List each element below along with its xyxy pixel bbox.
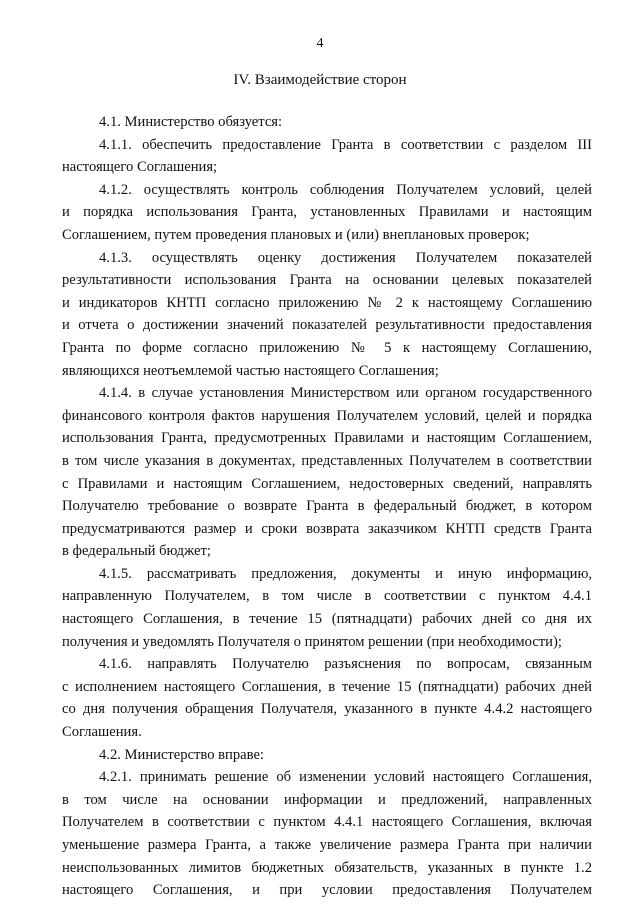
text-line: и отчета о достижении значений показателей результативности предоставления (62, 317, 592, 334)
text-line: являющихся неотъемлемой частью настоящего Соглашения; (62, 362, 439, 379)
text-line: результативности использования Гранта на основании целевых показателей (62, 272, 592, 289)
text-line: 4.1.2. осуществлять контроль соблюдения Получателем условий, целей (99, 181, 592, 198)
document-body (62, 111, 592, 902)
text-line: Соглашения. (62, 724, 142, 741)
text-line: в том числе на основании информации и предложений, направленных (62, 791, 592, 808)
text-line: 4.2. Министерство вправе: (99, 746, 264, 763)
text-line: с исполнением настоящего Соглашения, в течение 15 (пятнадцати) рабочих дней (62, 678, 592, 695)
text-line: 4.1.6. направлять Получателю разъяснения по вопросам, связанным (99, 656, 592, 673)
text-line: направленную Получателем, в том числе в соответствии с пунктом 4.4.1 (62, 588, 592, 605)
section-title: IV. Взаимодействие сторон (233, 72, 407, 88)
text-line: Получателю требование о возврате Гранта в федеральный бюджет, в котором (62, 498, 592, 515)
text-line: уменьшение размера Гранта, а также увеличение размера Гранта при наличии (62, 837, 592, 853)
text-line: неиспользованных лимитов бюджетных обязательств, указанных в пункте 1.2 (62, 859, 592, 876)
text-line: получения и уведомлять Получателя о принятом решении (при необходимости); (62, 633, 562, 650)
text-line: предусматриваются размер и сроки возврата заказчиком КНТП средств Гранта (62, 520, 592, 537)
text-line: настоящего Соглашения, и при условии предоставления Получателем (62, 882, 592, 899)
text-line: финансового контроля фактов нарушения Получателем условий, целей и порядка (62, 407, 592, 424)
text-line: и порядка использования Гранта, установленных Правилами и настоящим (62, 204, 592, 221)
text-line: использования Гранта, предусмотренных Правилами и настоящим Соглашением, (62, 430, 592, 447)
text-line: настоящего Соглашения, в течение 15 (пятнадцати) рабочих дней со дня их (62, 611, 592, 628)
text-line: в федеральный бюджет; (62, 543, 211, 560)
text-line: настоящего Соглашения; (62, 159, 218, 176)
text-line: 4.1.1. обеспечить предоставление Гранта в соответствии с разделом III (99, 136, 592, 153)
text-line: с Правилами и настоящим Соглашением, недостоверных сведений, направлять (62, 475, 592, 492)
text-line: 4.1.3. осуществлять оценку достижения Получателем показателей (99, 249, 592, 266)
text-line: Получателем в соответствии с пунктом 4.4.1 настоящего Соглашения, включая (62, 814, 592, 831)
text-line: и индикаторов КНТП согласно приложению № 2 к настоящему Соглашению (62, 294, 592, 311)
page-number: 4 (316, 36, 324, 51)
text-line: со дня получения обращения Получателя, указанного в пункте 4.4.2 настоящего (62, 701, 592, 718)
text-line: Соглашением, путем проведения плановых и (или) внеплановых проверок; (62, 226, 530, 243)
text-line: Гранта по форме согласно приложению № 5 к настоящему Соглашению, (62, 339, 592, 356)
text-line: 4.2.1. принимать решение об изменении условий настоящего Соглашения, (99, 769, 592, 786)
text-line: в том числе указания в документах, представленных Получателем в соответствии (62, 452, 592, 469)
text-line: 4.1.5. рассматривать предложения, документы и иную информацию, (99, 565, 592, 582)
text-line: 4.1.4. в случае установления Министерством или органом государственного (99, 385, 592, 402)
text-line: 4.1. Министерство обязуется: (99, 114, 283, 130)
